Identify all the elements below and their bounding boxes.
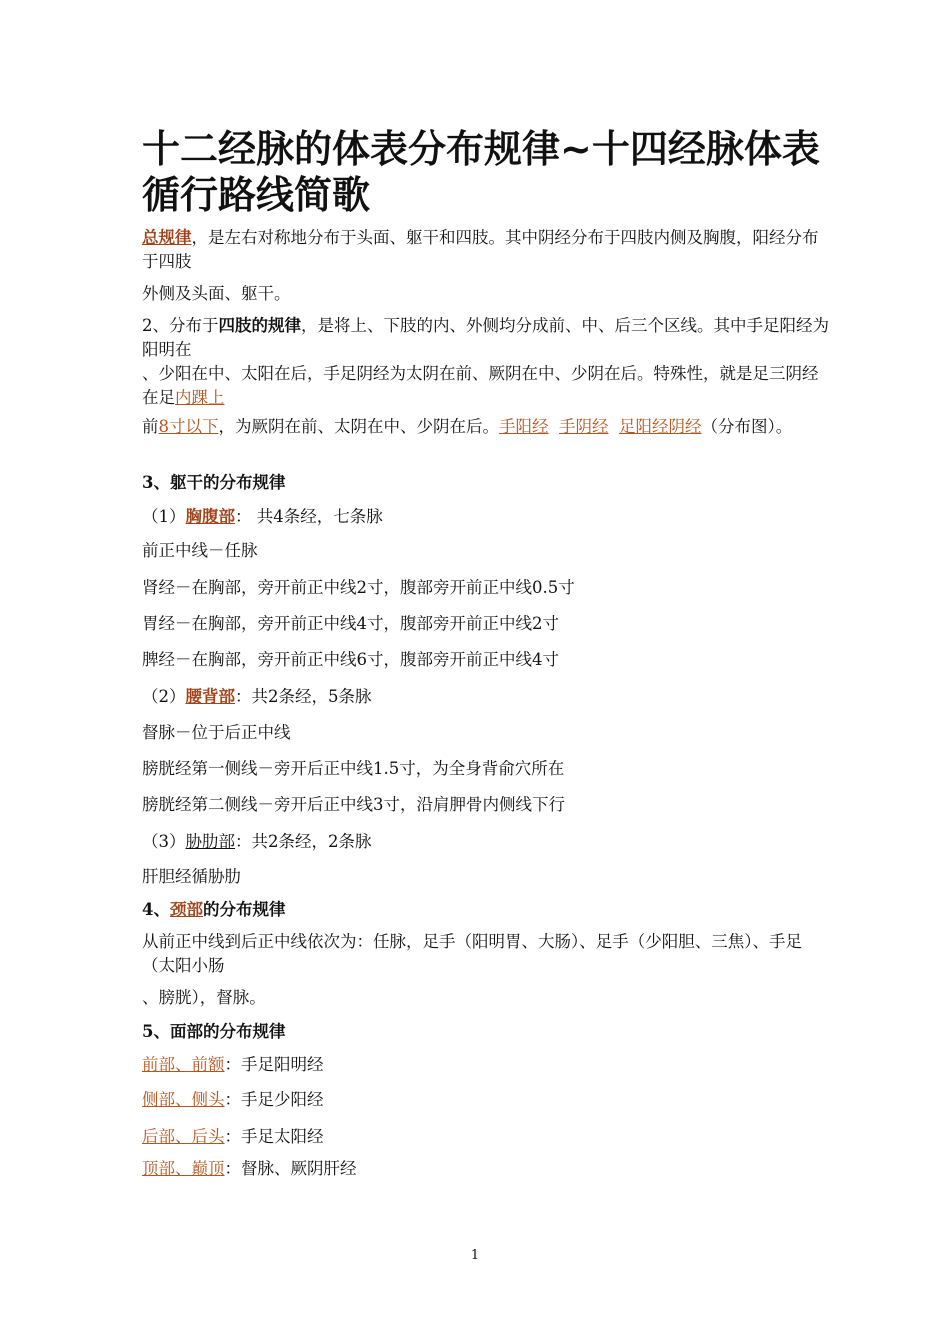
chest-abdomen-heading (142, 505, 832, 529)
neck-continuation: 、膀胱），督脉。 (142, 988, 266, 1007)
link-foot-yang-yin[interactable]: 足阳经阴经 (619, 417, 702, 436)
limb-rule-paragraph (142, 314, 832, 362)
link-face-top[interactable]: 顶部、巅顶 (142, 1159, 225, 1178)
link-back[interactable]: 腰背部 (185, 687, 235, 706)
face-item-side-text: ：手足少阳经 (224, 1090, 324, 1109)
page-number: 1 (470, 1248, 480, 1263)
limb-rule-line3-text: 、少阳在中、太阳在后，手足阴经为太阴在前、厥阴在中、少阴在后。特殊性，就是足三阴经在足 (142, 364, 819, 407)
face-item-front-text: ：手足阳明经 (224, 1055, 324, 1074)
link-face-side[interactable]: 侧部、侧头 (142, 1090, 225, 1109)
limb-rule-text: ，是将上、下肢的内、外侧均分成前、中、后三个区线。其中手足阳经为阳明在 (142, 316, 829, 359)
line-du-mai: 督脉－位于后正中线 (142, 723, 291, 742)
link-inner-ankle[interactable]: 内踝上 (175, 388, 225, 407)
face-heading: 5、面部的分布规律 (142, 1022, 286, 1041)
limb-rule-tail: （分布图）。 (701, 417, 793, 436)
general-rule-continuation: 外侧及头面、躯干。 (142, 284, 291, 303)
limb-rule-line3 (142, 362, 832, 410)
chest-abdomen-number: （1） (142, 507, 186, 526)
link-neck[interactable]: 颈部 (169, 900, 203, 919)
trunk-heading: 3、躯干的分布规律 (142, 473, 286, 492)
general-rule-text: ，是左右对称地分布于头面、躯干和四肢。其中阴经分布于四肢内侧及胸腹，阳经分布于四肢 (142, 228, 819, 271)
flank-number: （3） (142, 832, 186, 851)
line-kidney: 肾经－在胸部，旁开前正中线2寸，腹部旁开前正中线0.5寸 (142, 578, 575, 597)
face-item-top-text: ：督脉、厥阴肝经 (224, 1159, 357, 1178)
link-chest-abdomen[interactable]: 胸腹部 (185, 507, 235, 526)
limb-rule-line4-text: ，为厥阴在前、太阴在中、少阴在后。 (218, 417, 499, 436)
page-title: 十二经脉的体表分布规律~十四经脉体表循行路线简歌 (142, 127, 820, 217)
limb-rule-prefix: 2、分布于 (142, 316, 219, 335)
line-spleen: 脾经－在胸部，旁开前正中线6寸，腹部旁开前正中线4寸 (142, 650, 559, 669)
general-rule-paragraph (142, 226, 832, 274)
line-bladder-second: 膀胱经第二侧线－旁开后正中线3寸，沿肩胛骨内侧线下行 (142, 795, 565, 814)
face-item-side (142, 1088, 832, 1112)
flank-text: ：共2条经，2条脉 (235, 832, 372, 851)
face-item-front (142, 1053, 832, 1077)
face-item-back (142, 1125, 832, 1149)
face-item-top (142, 1157, 832, 1181)
line-bladder-first: 膀胱经第一侧线－旁开后正中线1.5寸，为全身背俞穴所在 (142, 759, 565, 778)
link-hand-yang[interactable]: 手阳经 (499, 417, 549, 436)
flank-heading (142, 830, 832, 854)
limb-rule-line4 (142, 415, 832, 439)
link-hand-yin[interactable]: 手阴经 (559, 417, 609, 436)
face-item-back-text: ：手足太阳经 (224, 1127, 324, 1146)
back-number: （2） (142, 687, 186, 706)
link-general-rule[interactable]: 总规律 (142, 228, 192, 247)
back-heading (142, 685, 832, 709)
line-liver-gall: 肝胆经循胁肋 (142, 867, 241, 886)
chest-abdomen-text: ： 共4条经，七条脉 (235, 507, 383, 526)
neck-heading (142, 898, 832, 922)
line-stomach: 胃经－在胸部，旁开前正中线4寸，腹部旁开前正中线2寸 (142, 614, 559, 633)
link-eight-cun[interactable]: 8寸以下 (158, 417, 219, 436)
neck-number: 4、 (142, 900, 170, 919)
back-text: ：共2条经，5条脉 (235, 687, 372, 706)
limb-rule-line4-front: 前 (142, 417, 159, 436)
line-ren-mai: 前正中线－任脉 (142, 541, 258, 560)
link-face-back[interactable]: 后部、后头 (142, 1127, 225, 1146)
link-flank[interactable]: 胁肋部 (185, 832, 235, 851)
link-face-front[interactable]: 前部、前额 (142, 1055, 225, 1074)
neck-paragraph: 从前正中线到后正中线依次为：任脉，足手（阳明胃、大肠）、足手（少阳胆、三焦）、手足（太阳小肠 (142, 932, 802, 975)
neck-heading-suffix: 的分布规律 (202, 900, 286, 919)
limb-rule-bold: 四肢的规律 (218, 316, 301, 335)
